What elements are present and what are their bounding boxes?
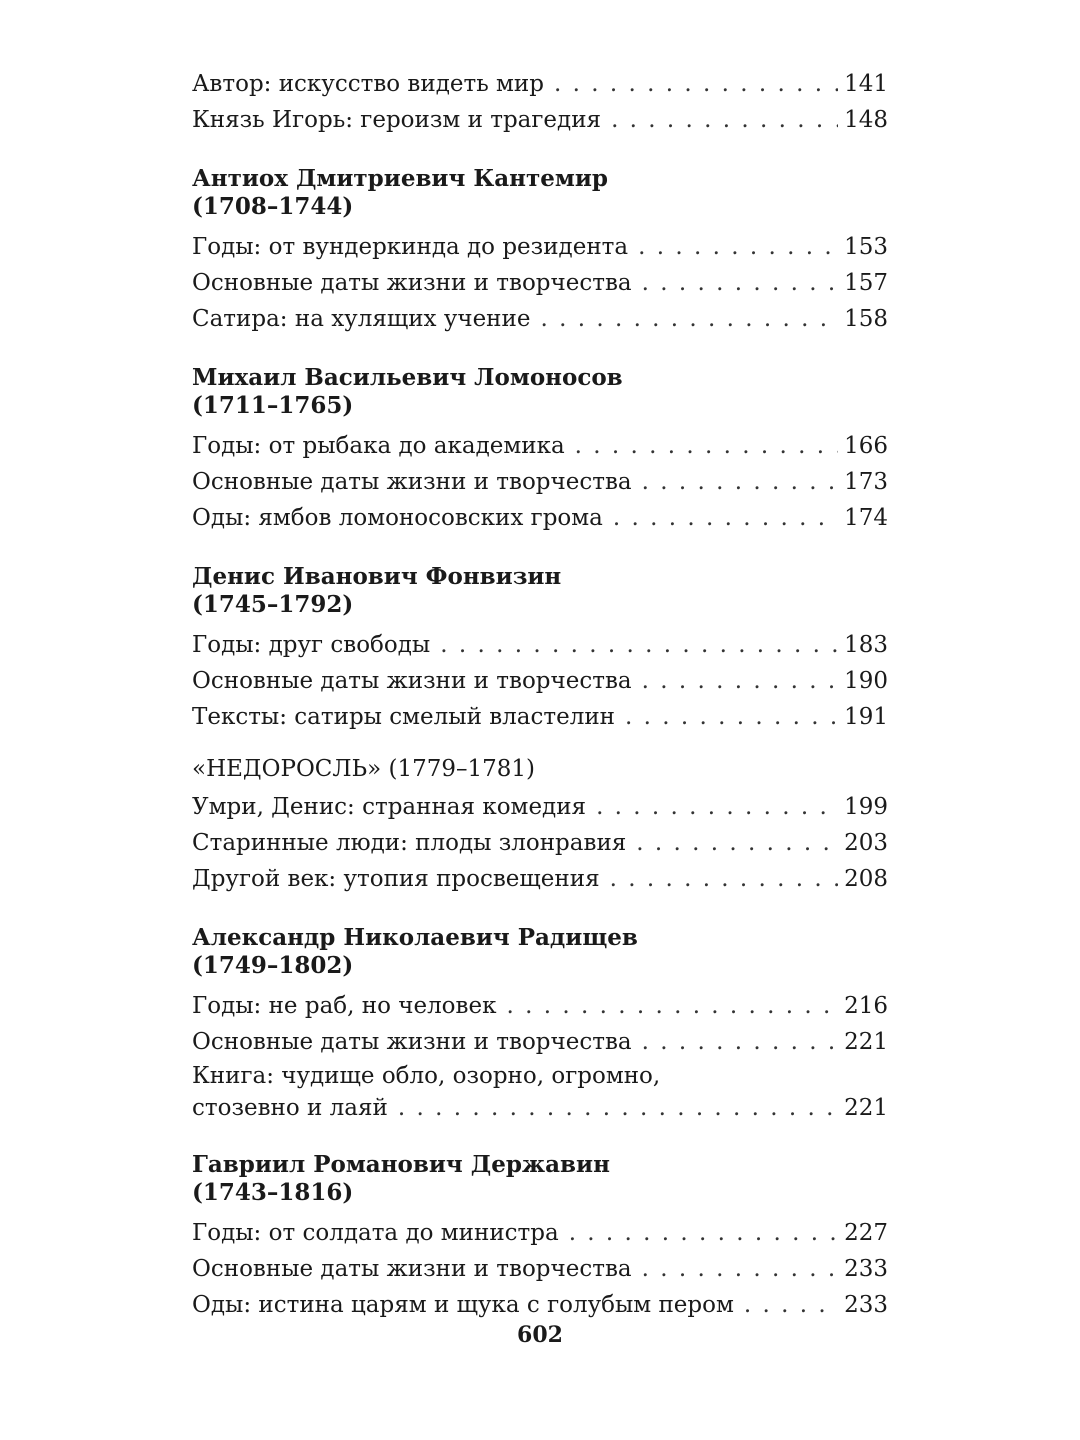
toc-entry[interactable] (192, 861, 888, 897)
entry-page: 157 (844, 270, 888, 296)
entry-page: 233 (844, 1292, 888, 1318)
toc-entry[interactable] (192, 265, 888, 301)
toc-entry[interactable] (192, 1251, 888, 1287)
author-years: (1749–1802) (192, 952, 354, 979)
leader-dots (636, 825, 838, 861)
entry-page: 166 (844, 433, 888, 459)
entry-page: 153 (844, 234, 888, 260)
toc-entry[interactable] (192, 66, 888, 102)
toc-entry[interactable] (192, 1060, 888, 1124)
leader-dots (642, 265, 838, 301)
entry-title: Оды: ямбов ломоносовских грома (192, 505, 603, 531)
entry-title: Годы: от рыбака до академика (192, 433, 565, 459)
leader-dots (575, 428, 838, 464)
leader-dots (642, 663, 838, 699)
toc-entry[interactable] (192, 301, 888, 337)
leader-dots (642, 1251, 838, 1287)
entry-title: Умри, Денис: странная комедия (192, 794, 587, 820)
entry-page: 183 (844, 632, 888, 658)
leader-dots (638, 229, 838, 265)
entry-page: 148 (844, 107, 888, 133)
entry-title: Годы: от солдата до министра (192, 1220, 559, 1246)
toc-entry[interactable] (192, 825, 888, 861)
table-of-contents (192, 66, 888, 1323)
entry-page: 174 (844, 505, 888, 531)
entry-page: 173 (844, 469, 888, 495)
toc-entry[interactable] (192, 1215, 888, 1251)
entry-title: Князь Игорь: героизм и трагедия (192, 107, 602, 133)
author-heading (192, 1151, 888, 1207)
entry-title: Основные даты жизни и творчества (192, 1029, 632, 1055)
entry-title: Тексты: сатиры смелый властелин (192, 704, 615, 730)
entry-title: Годы: от вундеркинда до резидента (192, 234, 629, 260)
entry-title: Оды: истина царям и щука с голубым пером (192, 1292, 734, 1318)
leader-dots (613, 500, 838, 536)
author-name: Денис Иванович Фонвизин (192, 563, 562, 590)
entry-page: 216 (844, 993, 888, 1019)
entry-title: Годы: не раб, но человек (192, 993, 497, 1019)
entry-title-continued (192, 1092, 888, 1124)
entry-title: Основные даты жизни и творчества (192, 1256, 632, 1282)
entry-title-line2: стозевно и лаяй (192, 1095, 388, 1121)
entry-page: 191 (844, 704, 888, 730)
toc-entry[interactable] (192, 789, 888, 825)
entry-page: 233 (844, 1256, 888, 1282)
author-heading (192, 924, 888, 980)
leader-dots (744, 1287, 838, 1323)
author-name: Александр Николаевич Радищев (192, 924, 638, 951)
entry-page: 221 (844, 1029, 888, 1055)
author-years: (1708–1744) (192, 193, 354, 220)
leader-dots (569, 1215, 838, 1251)
entry-title: Сатира: на хулящих учение (192, 306, 531, 332)
author-heading (192, 165, 888, 221)
toc-entry[interactable] (192, 1287, 888, 1323)
author-name: Антиох Дмитриевич Кантемир (192, 165, 608, 192)
toc-entry[interactable] (192, 229, 888, 265)
leader-dots (611, 102, 838, 138)
author-heading (192, 364, 888, 420)
leader-dots (596, 789, 838, 825)
entry-page: 190 (844, 668, 888, 694)
toc-entry[interactable] (192, 102, 888, 138)
leader-dots (642, 464, 838, 500)
entry-title: Основные даты жизни и творчества (192, 469, 632, 495)
work-heading: «НЕДОРОСЛЬ» (1779–1781) (192, 756, 535, 782)
entry-title: Автор: искусство видеть мир (192, 71, 544, 97)
entry-title: Другой век: утопия просвещения (192, 866, 600, 892)
toc-entry[interactable] (192, 464, 888, 500)
author-years: (1745–1792) (192, 591, 354, 618)
entry-page: 227 (844, 1220, 888, 1246)
entry-title: Основные даты жизни и творчества (192, 270, 632, 296)
toc-entry[interactable] (192, 663, 888, 699)
toc-entry[interactable] (192, 988, 888, 1024)
entry-title: Основные даты жизни и творчества (192, 668, 632, 694)
leader-dots (625, 699, 838, 735)
toc-entry[interactable] (192, 500, 888, 536)
leader-dots (540, 301, 838, 337)
toc-entry[interactable] (192, 428, 888, 464)
leader-dots (440, 627, 838, 663)
leader-dots (506, 988, 838, 1024)
leader-dots (398, 1092, 838, 1124)
author-name: Михаил Васильевич Ломоносов (192, 364, 623, 391)
author-years: (1743–1816) (192, 1179, 354, 1206)
entry-title: Годы: друг свободы (192, 632, 431, 658)
leader-dots (554, 66, 838, 102)
entry-page: 208 (844, 866, 888, 892)
entry-page: 141 (844, 71, 888, 97)
author-name: Гавриил Романович Державин (192, 1151, 610, 1178)
leader-dots (642, 1024, 838, 1060)
entry-page: 199 (844, 794, 888, 820)
entry-page: 221 (844, 1095, 888, 1121)
author-heading (192, 563, 888, 619)
entry-page: 203 (844, 830, 888, 856)
entry-title: Книга: чудище обло, озорно, огромно, (192, 1063, 661, 1089)
toc-entry[interactable] (192, 1024, 888, 1060)
page-number: 602 (517, 1322, 563, 1348)
author-years: (1711–1765) (192, 392, 354, 419)
toc-entry[interactable] (192, 627, 888, 663)
leader-dots (610, 861, 839, 897)
toc-entry[interactable] (192, 699, 888, 735)
entry-page: 158 (844, 306, 888, 332)
entry-title: Старинные люди: плоды злонравия (192, 830, 627, 856)
